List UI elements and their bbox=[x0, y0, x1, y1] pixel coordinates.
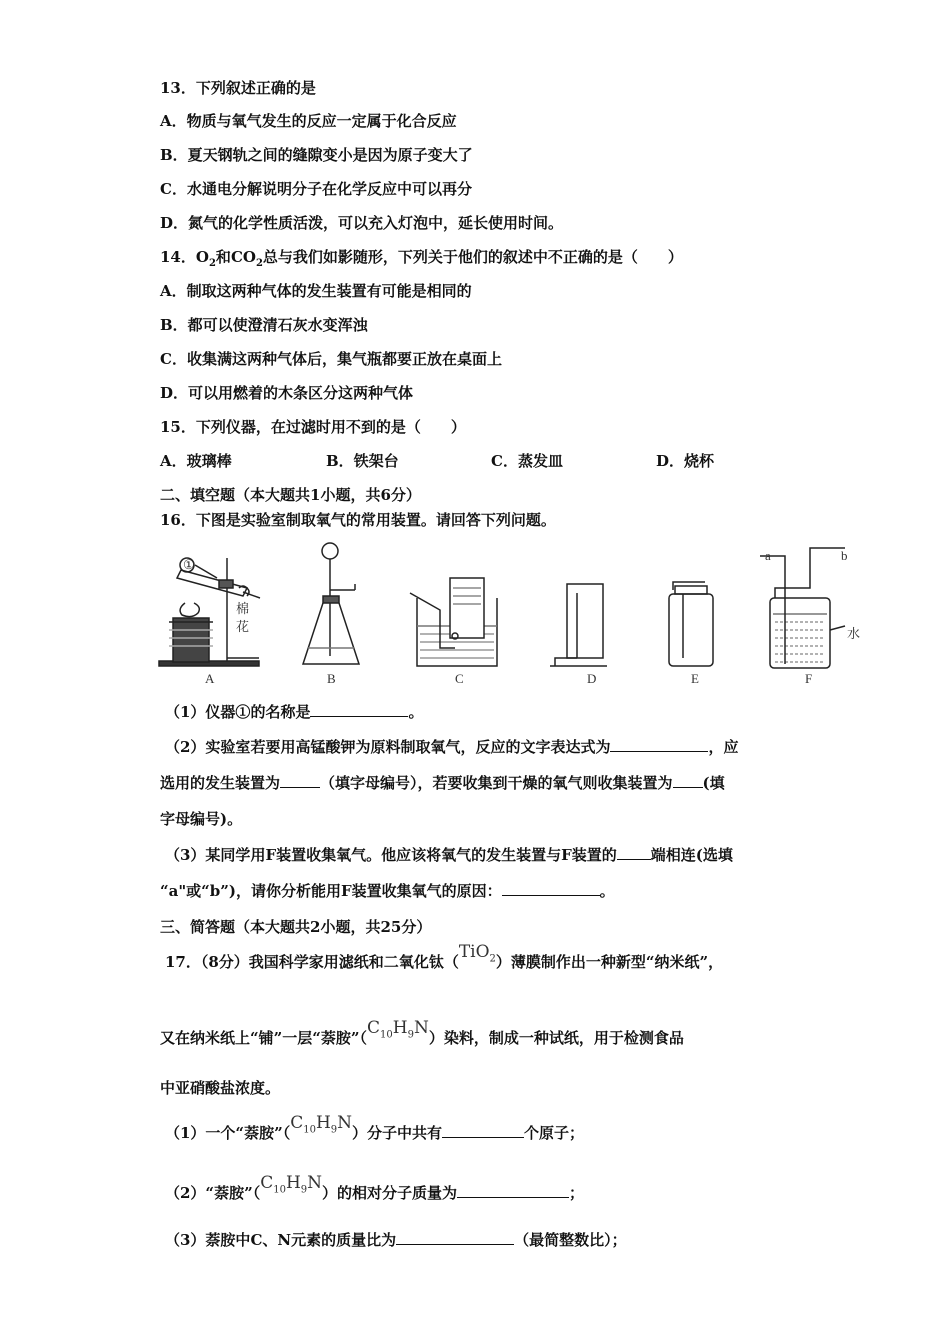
port-b-label: b bbox=[841, 548, 848, 563]
section-3-heading: 三、简答题（本大题共2小题，共25分） bbox=[160, 918, 432, 936]
answer-blank[interactable] bbox=[457, 1183, 569, 1198]
q16-part-3-line2: “a"或“b”)，请你分析能用F装置收集氧气的原因： 。 bbox=[160, 882, 615, 900]
q13-option-a: A．物质与氧气发生的反应一定属于化合反应 bbox=[160, 112, 457, 130]
q16-part-2-line1: （2）实验室若要用高锰酸钾为原料制取氧气，反应的文字表达式为 ，应 bbox=[165, 738, 739, 756]
q16-part-3-line1: （3）某同学用F装置收集氧气。他应该将氧气的发生装置与F装置的 端相连(选填 bbox=[165, 846, 733, 864]
answer-blank[interactable] bbox=[396, 1230, 514, 1245]
q17-part-3: （3）萘胺中C、N元素的质量比为 （最简整数比）； bbox=[165, 1231, 627, 1249]
q14-option-c: C．收集满这两种气体后，集气瓶都要正放在桌面上 bbox=[160, 350, 502, 368]
q16-part-2-line3: 字母编号)。 bbox=[160, 810, 243, 828]
q17-stem: 17．（8分）我国科学家用滤纸和二氧化钛（TiO$_2$）薄膜制作出一种新型“纳米纸”， bbox=[165, 942, 724, 971]
cotton-label-2: 花 bbox=[236, 619, 250, 634]
q16-stem: 16．下图是实验室制取氧气的常用装置。请回答下列问题。 bbox=[160, 511, 556, 529]
q13-option-d: D．氮气的化学性质活泼，可以充入灯泡中，延长使用时间。 bbox=[160, 214, 564, 232]
naphthylamine-formula: $C_{10}H_9N$ bbox=[260, 1173, 323, 1196]
q13-stem: 13．下列叙述正确的是 bbox=[160, 79, 316, 97]
label-a: A bbox=[205, 671, 215, 686]
q17-line-3: 中亚硝酸盐浓度。 bbox=[160, 1079, 281, 1097]
answer-blank[interactable] bbox=[610, 737, 708, 752]
q16-part-1: （1）仪器①的名称是 。 bbox=[165, 703, 424, 721]
o2-formula: $O_2$ bbox=[195, 248, 216, 269]
q14-option-b: B．都可以使澄清石灰水变浑浊 bbox=[160, 316, 368, 334]
label-d: D bbox=[587, 671, 597, 686]
answer-blank[interactable] bbox=[280, 773, 320, 788]
q15-option-b: B．铁架台 bbox=[326, 452, 399, 470]
label-f: F bbox=[805, 671, 813, 686]
answer-blank[interactable] bbox=[502, 881, 600, 896]
apparatus-f bbox=[760, 548, 845, 668]
q17-part-1: （1）一个“萘胺$”(C_{10}H_9N)$分子中共有 个原子； bbox=[165, 1113, 585, 1142]
naphthylamine-formula: $C_{10}H_9N$ bbox=[367, 1018, 429, 1041]
q16-part-2-line2: 选用的发生装置为 （填字母编号），若要收集到干燥的氧气则收集装置为 (填 bbox=[160, 774, 725, 792]
water-label: 水 bbox=[847, 626, 861, 641]
port-a-label: a bbox=[765, 548, 771, 563]
label-b: B bbox=[327, 671, 336, 686]
q15-stem: 15．下列仪器，在过滤时用不到的是（ ） bbox=[160, 418, 466, 436]
co2-formula: $CO_2$ bbox=[230, 248, 263, 269]
q15-option-d: D．烧杯 bbox=[656, 452, 715, 470]
q15-option-a: A．玻璃棒 bbox=[160, 452, 232, 470]
q14-option-d: D．可以用燃着的木条区分这两种气体 bbox=[160, 384, 414, 402]
q15-option-c: C．蒸发皿 bbox=[491, 452, 563, 470]
q17-part-2: （2）“萘胺$”(C_{10}H_9N)$的相对分子质量为 ； bbox=[165, 1173, 585, 1202]
q14-option-a: A．制取这两种气体的发生装置有可能是相同的 bbox=[160, 282, 472, 300]
apparatus-d bbox=[550, 584, 607, 666]
answer-blank[interactable] bbox=[673, 773, 703, 788]
q14-num: 14． bbox=[160, 248, 196, 266]
answer-blank[interactable] bbox=[442, 1123, 524, 1138]
section-2-heading: 二、填空题（本大题共1小题，共6分） bbox=[160, 486, 421, 504]
tio2-formula: TiO$_2$ bbox=[458, 942, 496, 965]
q13-option-b: B．夏天钢轨之间的缝隙变小是因为原子变大了 bbox=[160, 146, 473, 164]
label-c: C bbox=[455, 671, 464, 686]
apparatus-e bbox=[669, 582, 713, 666]
marker-label: ① bbox=[183, 557, 195, 572]
q14-stem bbox=[160, 247, 683, 274]
answer-blank[interactable] bbox=[310, 702, 408, 717]
q14-stem-rest: 总与我们如影随形，下列关于他们的叙述中不正确的是（ ） bbox=[262, 248, 683, 266]
apparatus-c bbox=[410, 578, 497, 666]
apparatus-figure bbox=[155, 538, 865, 688]
q14-and: 和 bbox=[215, 248, 231, 266]
cotton-label-1: 棉 bbox=[236, 601, 250, 616]
q13-option-c: C．水通电分解说明分子在化学反应中可以再分 bbox=[160, 180, 472, 198]
answer-blank[interactable] bbox=[617, 845, 651, 860]
q17-line-2: 又在纳米纸上“铺”一层“萘胺$”(C_{10}H_9N)$染料，制成一种试纸，用于检测食品 bbox=[160, 1018, 684, 1047]
label-e: E bbox=[691, 671, 699, 686]
apparatus-b bbox=[303, 543, 359, 664]
naphthylamine-formula: $C_{10}H_9N$ bbox=[290, 1113, 353, 1136]
